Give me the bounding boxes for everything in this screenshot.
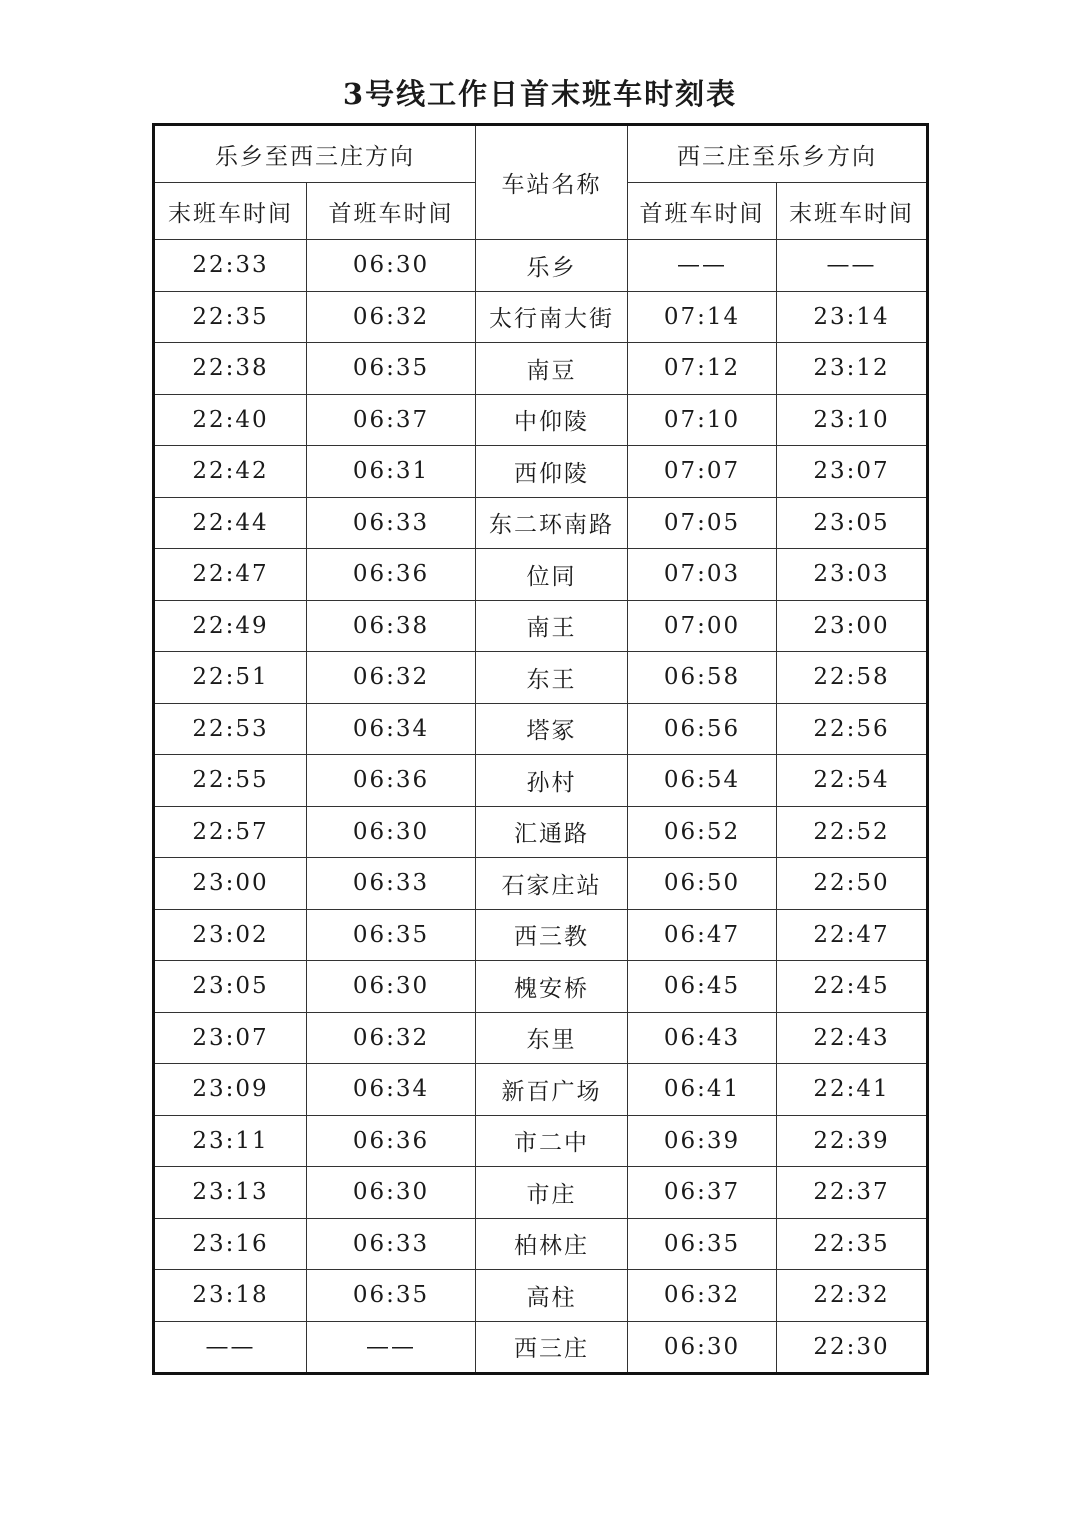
station-name: 东里 [476,1012,628,1064]
right-first-train-time: 07:00 [628,600,777,652]
left-last-train-time: 22:53 [154,703,307,755]
right-last-train-time: 23:00 [777,600,928,652]
station-name: 槐安桥 [476,961,628,1013]
left-first-train-time: —— [307,1321,476,1374]
right-last-train-time: 22:50 [777,858,928,910]
right-last-train-time: —— [777,240,928,292]
left-first-train-time: 06:30 [307,961,476,1013]
left-first-train-time: 06:36 [307,755,476,807]
left-last-train-time: 22:44 [154,497,307,549]
left-first-train-time: 06:33 [307,497,476,549]
header-right-direction: 西三庄至乐乡方向 [628,125,928,183]
table-row [154,343,928,395]
right-last-train-time: 22:35 [777,1218,928,1270]
right-last-train-time: 23:14 [777,291,928,343]
station-name: 西三庄 [476,1321,628,1374]
header-right-last-train: 末班车时间 [777,183,928,240]
table-row [154,549,928,601]
table-row [154,961,928,1013]
left-first-train-time: 06:33 [307,858,476,910]
left-last-train-time: 23:18 [154,1270,307,1322]
station-name: 孙村 [476,755,628,807]
left-last-train-time: 23:00 [154,858,307,910]
left-first-train-time: 06:30 [307,1167,476,1219]
right-last-train-time: 23:03 [777,549,928,601]
right-last-train-time: 23:10 [777,394,928,446]
right-first-train-time: 06:30 [628,1321,777,1374]
right-first-train-time: 07:07 [628,446,777,498]
right-last-train-time: 22:56 [777,703,928,755]
right-first-train-time: 07:03 [628,549,777,601]
left-first-train-time: 06:32 [307,652,476,704]
left-first-train-time: 06:32 [307,1012,476,1064]
station-name: 南王 [476,600,628,652]
table-row [154,1218,928,1270]
left-first-train-time: 06:36 [307,549,476,601]
left-first-train-time: 06:30 [307,806,476,858]
left-last-train-time: 23:16 [154,1218,307,1270]
station-name: 石家庄站 [476,858,628,910]
left-first-train-time: 06:30 [307,240,476,292]
left-last-train-time: 22:47 [154,549,307,601]
left-last-train-time: 22:57 [154,806,307,858]
left-last-train-time: 22:33 [154,240,307,292]
left-last-train-time: 23:05 [154,961,307,1013]
station-name: 西三教 [476,909,628,961]
right-first-train-time: —— [628,240,777,292]
table-row [154,291,928,343]
right-first-train-time: 06:39 [628,1115,777,1167]
table-row [154,1270,928,1322]
right-first-train-time: 06:58 [628,652,777,704]
right-last-train-time: 22:47 [777,909,928,961]
left-last-train-time: 22:51 [154,652,307,704]
right-last-train-time: 23:12 [777,343,928,395]
right-last-train-time: 22:54 [777,755,928,807]
right-last-train-time: 22:43 [777,1012,928,1064]
table-row [154,703,928,755]
right-first-train-time: 07:05 [628,497,777,549]
right-first-train-time: 06:54 [628,755,777,807]
header-left-last-train: 末班车时间 [154,183,307,240]
right-first-train-time: 06:47 [628,909,777,961]
right-last-train-time: 22:58 [777,652,928,704]
table-row [154,1012,928,1064]
header-station-name: 车站名称 [476,125,628,240]
table-row [154,446,928,498]
left-last-train-time: —— [154,1321,307,1374]
left-first-train-time: 06:34 [307,703,476,755]
left-first-train-time: 06:35 [307,343,476,395]
left-last-train-time: 23:09 [154,1064,307,1116]
table-row [154,1115,928,1167]
header-left-first-train: 首班车时间 [307,183,476,240]
station-name: 新百广场 [476,1064,628,1116]
right-last-train-time: 22:37 [777,1167,928,1219]
left-first-train-time: 06:36 [307,1115,476,1167]
left-last-train-time: 22:40 [154,394,307,446]
table-row [154,652,928,704]
left-last-train-time: 23:02 [154,909,307,961]
left-first-train-time: 06:34 [307,1064,476,1116]
right-last-train-time: 22:39 [777,1115,928,1167]
station-name: 中仰陵 [476,394,628,446]
left-last-train-time: 22:49 [154,600,307,652]
station-name: 柏林庄 [476,1218,628,1270]
right-first-train-time: 06:50 [628,858,777,910]
station-name: 塔冢 [476,703,628,755]
table-row [154,806,928,858]
left-first-train-time: 06:32 [307,291,476,343]
left-last-train-time: 23:07 [154,1012,307,1064]
left-last-train-time: 22:38 [154,343,307,395]
left-last-train-time: 23:13 [154,1167,307,1219]
left-first-train-time: 06:31 [307,446,476,498]
left-last-train-time: 23:11 [154,1115,307,1167]
right-first-train-time: 06:35 [628,1218,777,1270]
right-first-train-time: 07:12 [628,343,777,395]
right-first-train-time: 06:45 [628,961,777,1013]
station-name: 东二环南路 [476,497,628,549]
right-first-train-time: 06:56 [628,703,777,755]
right-first-train-time: 06:37 [628,1167,777,1219]
table-row [154,858,928,910]
table-row [154,1167,928,1219]
right-first-train-time: 07:10 [628,394,777,446]
right-first-train-time: 07:14 [628,291,777,343]
right-first-train-time: 06:41 [628,1064,777,1116]
table-row [154,497,928,549]
header-right-first-train: 首班车时间 [628,183,777,240]
table-row [154,600,928,652]
table-row [154,240,928,292]
left-last-train-time: 22:42 [154,446,307,498]
right-last-train-time: 22:41 [777,1064,928,1116]
table-row [154,394,928,446]
right-first-train-time: 06:43 [628,1012,777,1064]
right-last-train-time: 22:32 [777,1270,928,1322]
station-name: 位同 [476,549,628,601]
left-first-train-time: 06:38 [307,600,476,652]
table-row [154,1321,928,1374]
station-name: 高柱 [476,1270,628,1322]
left-first-train-time: 06:33 [307,1218,476,1270]
station-name: 南豆 [476,343,628,395]
table-row [154,909,928,961]
left-last-train-time: 22:55 [154,755,307,807]
header-left-direction: 乐乡至西三庄方向 [154,125,476,183]
station-name: 西仰陵 [476,446,628,498]
left-first-train-time: 06:37 [307,394,476,446]
right-first-train-time: 06:52 [628,806,777,858]
timetable-body [154,240,928,1374]
table-row [154,1064,928,1116]
station-name: 乐乡 [476,240,628,292]
table-row [154,755,928,807]
station-name: 汇通路 [476,806,628,858]
right-first-train-time: 06:32 [628,1270,777,1322]
right-last-train-time: 22:30 [777,1321,928,1374]
station-name: 市庄 [476,1167,628,1219]
left-first-train-time: 06:35 [307,909,476,961]
left-first-train-time: 06:35 [307,1270,476,1322]
right-last-train-time: 22:45 [777,961,928,1013]
right-last-train-time: 23:05 [777,497,928,549]
station-name: 东王 [476,652,628,704]
timetable [152,123,929,1375]
page-title: 3号线工作日首末班车时刻表 [342,77,738,111]
left-last-train-time: 22:35 [154,291,307,343]
station-name: 市二中 [476,1115,628,1167]
right-last-train-time: 23:07 [777,446,928,498]
station-name: 太行南大街 [476,291,628,343]
right-last-train-time: 22:52 [777,806,928,858]
